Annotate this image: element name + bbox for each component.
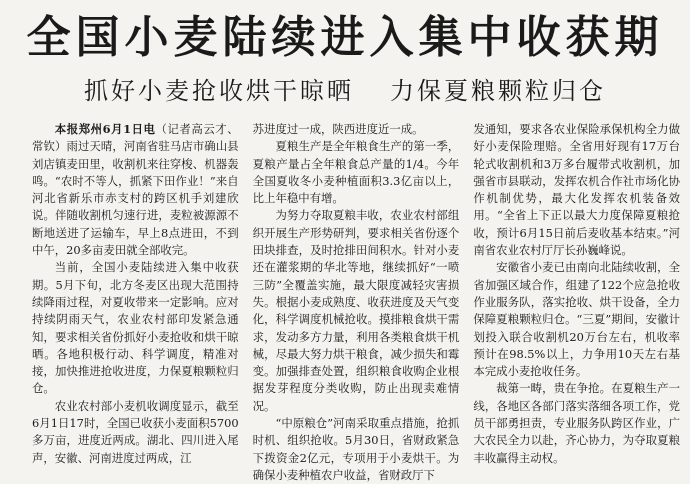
subheadline-part-1: 抓好小麦抢收烘干晾晒 [84,77,354,105]
lead-paragraph [32,121,239,259]
paragraph: 夏粮生产是全年粮食生产的第一季，夏粮产量占全年粮食总产量的1/4。今年全国夏收冬小麦种植面积3.3亿亩以上，比上年稳中有增。 [252,139,460,206]
headline: 全国小麦陆续进入集中收获期 [26,12,664,63]
column-2 [253,121,460,484]
paragraph: 当前，全国小麦陆续进入集中收获期。5月下旬，北方冬麦区出现大范围持续降雨过程，对夏收带来一定影响。应对持续阴雨天气，农业农村部印发紧急通知，要求相关省份抓好小麦抢收和烘干晾晒。各地积极行动、科学调度，精准对接，加快推进抢收进度，力保夏粮颗粒归仓。 [32,260,239,396]
paragraph-continued: 发通知，要求各农业保险承保机构全力做好小麦保险理赔。全省用好现有17万台轮式收割机和3万多台履带式收割机，加强省市县联动，发挥农机合作社市场化协作机制优势，最大化发挥农机装备效用。“全省上下正以最大力度保障夏粮抢收，预计6月15日前后麦收基本结束。”河南省农业农村厅厅长孙巍峰说。 [473,122,680,258]
paragraph: 为努力夺取夏粮丰收，农业农村部组织开展生产形势研判，要求相关省份逐个田块排查，及时抢排田间积水。针对小麦还在灌浆期的华北等地，继续抓好“一喷三防”全覆盖实施，最大限度减轻灾害损失。根据小麦成熟度、收获进度及天气变化，科学调度机械抢收。摸排粮食烘干需求，发动多方力量，利用各类粮食烘干机械，尽最大努力烘干粮食，减少损失和霉变。加强排查处置，组织粮食收购企业根据发芽程度分类收购，防止出现卖难情况。 [252,208,460,413]
column-1 [32,121,239,484]
paragraph: 农业农村部小麦机收调度显示，截至6月1日17时，全国已收获小麦面积5700多万亩，进度近两成。湖北、四川进入尾声，安徽、河南进度过两成，江 [32,398,239,465]
paragraph: “中原粮仓”河南采取重点措施，抢抓时机、组织抢收。5月30日，省财政紧急下拨资金2亿元，专项用于小麦烘干。为确保小麦种植农户收益，省财政厅下 [252,416,460,482]
paragraph: 安徽省小麦已由南向北陆续收割，全省加强区域合作，组建了122个应急抢收作业服务队，落实抢收、烘干设备，全力保障夏粮颗粒归仓。“三夏”期间，安徽计划投入联合收割机20万台左右，机收率预计在98.5%以上，力争用10天左右基本完成小麦抢收任务。 [473,260,680,379]
subheadline-part-2: 力保夏粮颗粒归仓 [390,77,606,105]
article-body [32,121,680,482]
lead-text: 雨过天晴，河南省驻马店市确山县刘店镇麦田里，收割机来往穿梭、机器轰鸣。“农时不等人，抓紧下田作业！”来自河北省新乐市赤支村的跨区机手刘建欣说。伴随收割机匀速行进，麦粒被源源不断地送进了运输车，早上8点进田，不到中午，20多亩麦田就全部收完。 [32,139,239,258]
byline: （记者高云才、常钦） [32,122,239,154]
column-3 [473,121,680,484]
subheadline [0,76,690,106]
paragraph: 裁第一畴，贵在争抢。在夏粮生产一线，各地区各部门落实落细各项工作，党员干部勇担责，专业服务队跨区作业，广大农民全力以赴，齐心协力，为夺取夏粮丰收赢得主动权。 [473,381,680,465]
dateline: 本报郑州6月1日电 [54,122,156,136]
paragraph-continued: 苏进度过一成，陕西进度近一成。 [252,122,424,136]
